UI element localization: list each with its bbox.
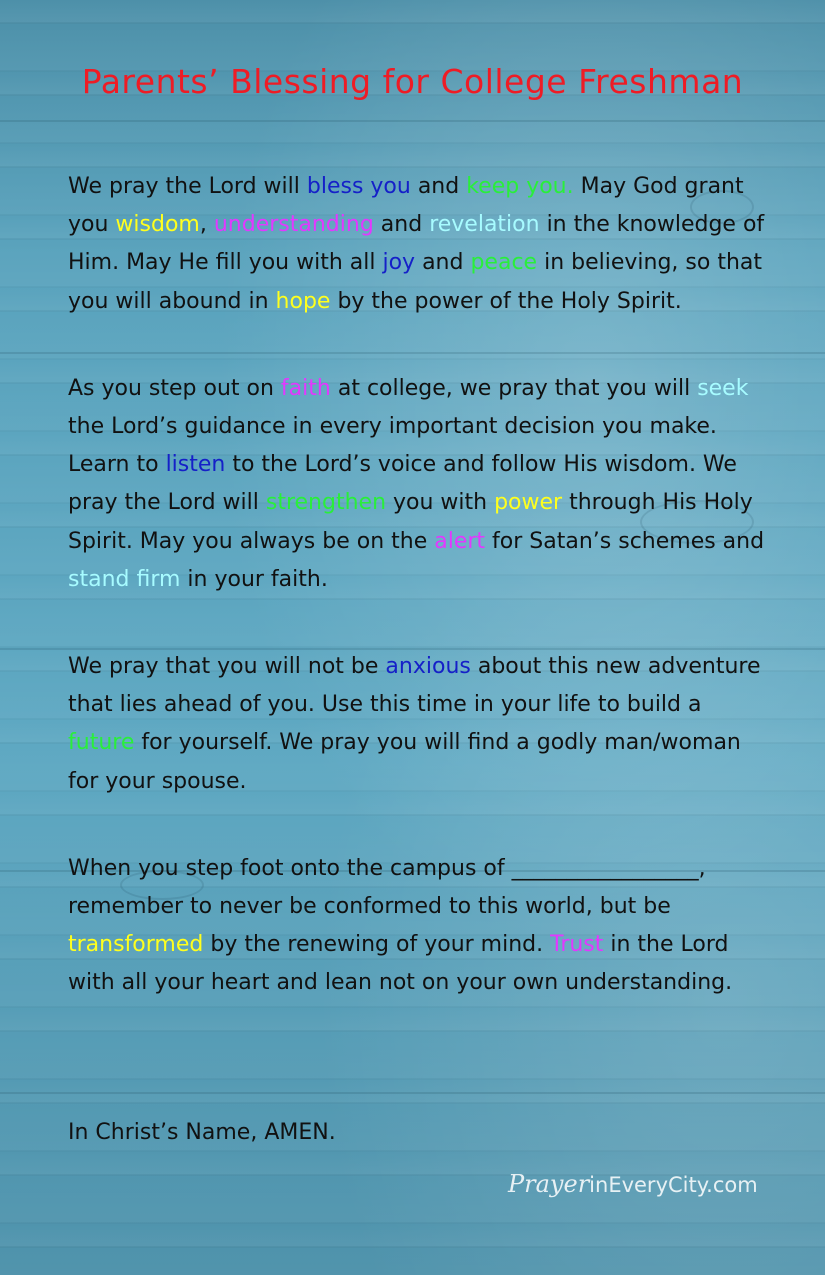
closing-line: In Christ’s Name, AMEN. [68, 1120, 336, 1145]
prayer-body [68, 168, 768, 1052]
text-segment: to the Lord’s voice and follow His wisdom. We pray the Lord will [68, 452, 737, 516]
highlight-word: seek [697, 375, 749, 401]
highlight-word: revelation [429, 212, 540, 238]
highlight-word: anxious [385, 654, 471, 680]
highlight-word: joy [382, 250, 416, 276]
text-segment: you with [386, 490, 495, 516]
highlight-word: stand firm [68, 566, 181, 592]
highlight-word: wisdom [115, 212, 200, 238]
text-segment: by the renewing of your mind. [203, 932, 551, 958]
text-segment: through His Holy Spirit. May you always be on the [68, 490, 753, 554]
text-segment: in your faith. [180, 566, 328, 592]
highlight-word: future [68, 730, 135, 756]
wood-plank-line [0, 1092, 825, 1094]
text-segment: in believing, so that you will abound in [68, 250, 763, 314]
paragraph-1 [68, 168, 768, 321]
text-segment: at college, we pray that you will [330, 375, 698, 401]
text-segment: May God grant you [68, 174, 744, 238]
text-segment: about this new adventure that lies ahead of you. Use this time in your life to build a [68, 654, 761, 718]
highlight-word: hope [275, 288, 331, 314]
paragraph-2 [68, 370, 768, 599]
text-segment: We pray the Lord will [68, 174, 307, 199]
highlight-word: Trust [550, 932, 604, 958]
highlight-word: strengthen [265, 490, 387, 516]
text-segment: in the Lord with all your heart and lean not on your own understanding. [68, 932, 733, 996]
text-segment: by the power of the Holy Spirit. [330, 288, 682, 314]
text-segment: and [410, 174, 467, 199]
watermark-domain: inEveryCity.com [589, 1173, 758, 1197]
highlight-word: peace [470, 250, 538, 276]
text-segment: We pray that you will not be [68, 654, 386, 680]
highlight-word: understanding [213, 212, 374, 238]
highlight-word: faith [280, 375, 331, 401]
highlight-word: transformed [68, 932, 204, 958]
watermark-script-text: Prayer [508, 1170, 590, 1198]
highlight-word: alert [434, 528, 486, 554]
paragraph-4 [68, 850, 768, 1003]
highlight-word: power [494, 490, 563, 516]
highlight-word: listen [165, 452, 226, 478]
text-segment: When you step foot onto the campus of _________________, remember to never be conformed to this world, but be [68, 855, 706, 920]
text-segment: and [373, 212, 430, 238]
text-segment: As you step out on [68, 375, 281, 401]
text-segment: , [199, 212, 214, 238]
text-segment: for yourself. We pray you will find a godly man/woman for your spouse. [68, 730, 741, 794]
text-segment: and [415, 250, 471, 276]
wood-plank-line [0, 120, 825, 122]
paragraph-3 [68, 648, 768, 801]
page-title: Parents’ Blessing for College Freshman [81, 62, 744, 101]
highlight-word: bless you [306, 174, 411, 199]
text-segment: for Satan’s schemes and [485, 528, 765, 554]
site-watermark [508, 1170, 758, 1198]
highlight-word: keep you. [466, 174, 574, 199]
text-segment: the Lord’s guidance in every important decision you make. Learn to [68, 414, 717, 478]
text-segment: in the knowledge of Him. May He fill you with all [68, 212, 765, 276]
